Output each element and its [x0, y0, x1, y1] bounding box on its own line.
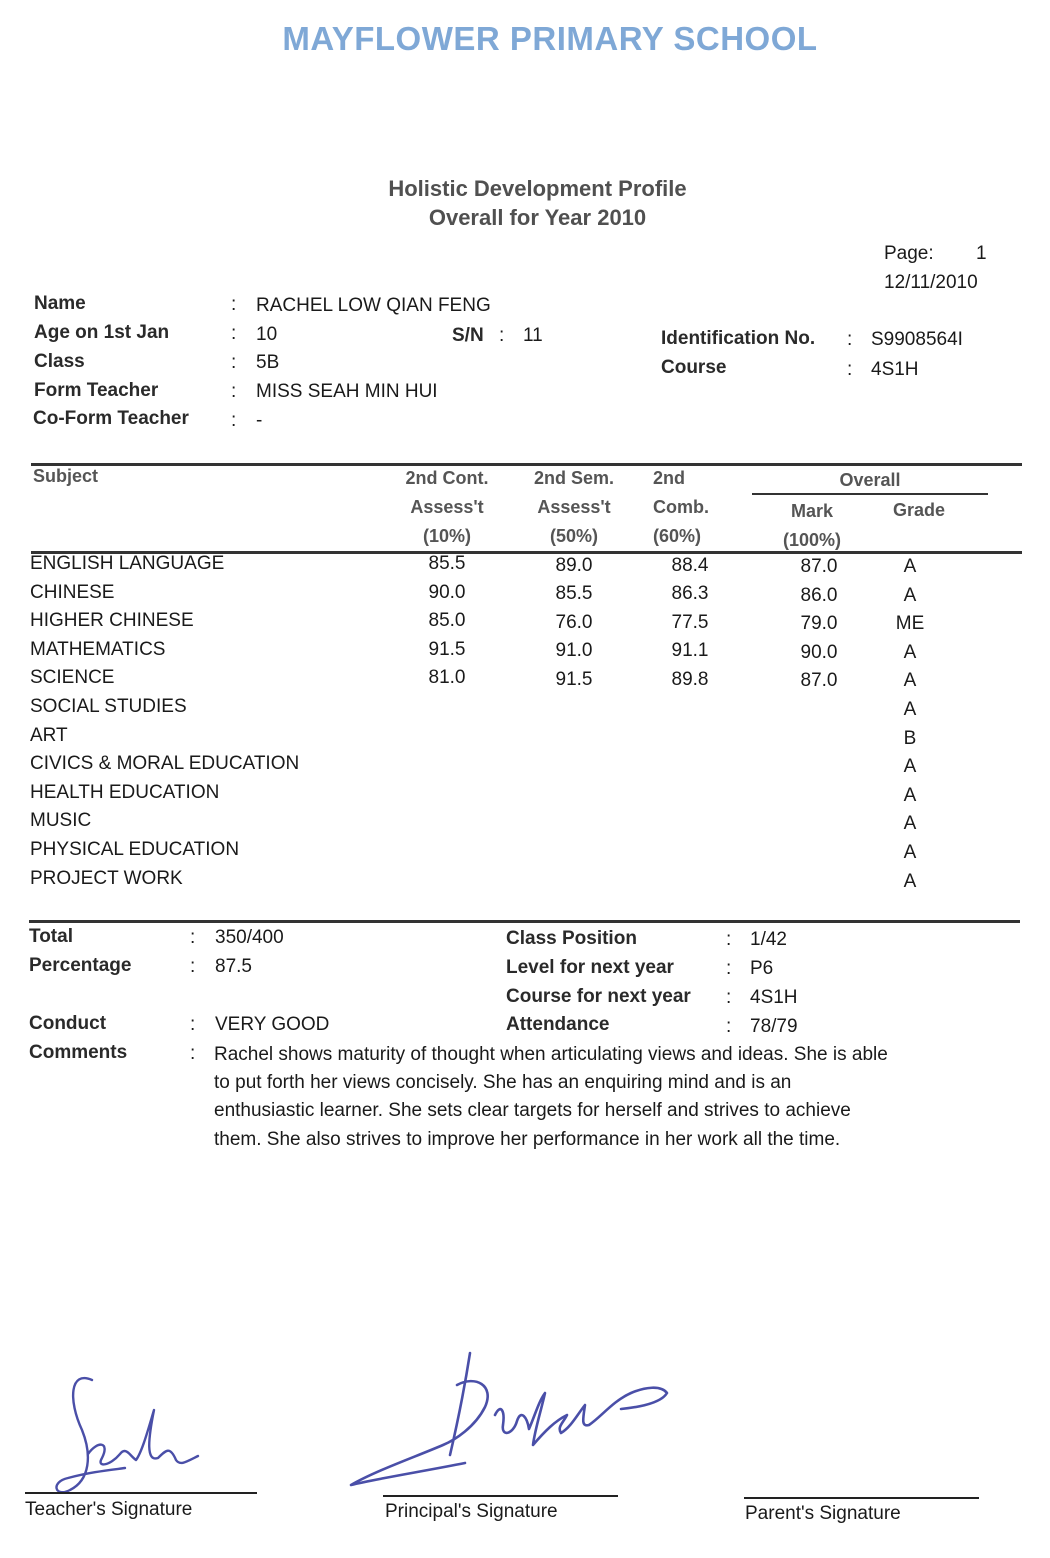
grade-cell: A	[903, 699, 917, 720]
age-label: Age on 1st Jan	[34, 322, 170, 343]
student-name: RACHEL LOW QIAN FENG	[256, 295, 491, 316]
subject-cell: PROJECT WORK	[30, 867, 183, 889]
header-line: 2nd	[653, 468, 686, 488]
comments-text: Rachel shows maturity of thought when articulating views and ideas. She is able to put forth her views concisely. She has an enquiring mind and is an enthusiastic learner. She sets clear targets for herself and strives to achieve them. She also strives to improve her performance in her work all the time.	[214, 1044, 888, 1150]
level-next-year-label: Level for next year	[506, 957, 674, 978]
table-bottom-rule	[29, 920, 1020, 923]
cont-assess-cell: 91.5	[428, 638, 466, 660]
mark-cell: 87.0	[800, 556, 838, 577]
course: 4S1H	[871, 359, 919, 380]
sem-assess-cell: 91.5	[555, 668, 593, 690]
mark-cell: 87.0	[800, 670, 838, 692]
grade-cell: A	[903, 584, 917, 606]
class-label: Class	[34, 351, 85, 372]
class-position-value: 1/42	[750, 929, 787, 950]
header-line: 2nd Cont.	[405, 468, 489, 488]
subject-cell: MATHEMATICS	[30, 638, 166, 660]
level-next-year-value: P6	[750, 958, 774, 979]
header-line: 2nd Sem.	[533, 468, 615, 488]
grade-cell: A	[903, 813, 917, 835]
report-subtitle: Overall for Year 2010	[428, 205, 647, 230]
comb-cell: 88.4	[671, 554, 709, 576]
sem-assess-cell: 89.0	[555, 554, 593, 576]
conduct-value: VERY GOOD	[215, 1014, 330, 1035]
colon: :	[847, 359, 853, 380]
mark-cell: 86.0	[800, 584, 838, 606]
mark-cell: 79.0	[800, 613, 838, 635]
grade-cell: ME	[895, 613, 925, 635]
overall-underline	[752, 493, 988, 495]
subject-cell: SCIENCE	[30, 667, 115, 689]
subject-cell: CIVICS & MORAL EDUCATION	[30, 753, 300, 775]
student-sn: 11	[523, 325, 543, 346]
colon: :	[847, 329, 853, 350]
colon: :	[190, 1043, 196, 1064]
percentage-label: Percentage	[29, 955, 132, 976]
cont-assess-cell: 85.0	[428, 610, 466, 632]
sn-label: S/N	[452, 325, 484, 346]
parent-signature-line	[744, 1497, 979, 1499]
student-class: 5B	[256, 352, 280, 373]
subject-cell: CHINESE	[30, 581, 115, 603]
header-subject: Subject	[33, 466, 99, 486]
colon: :	[726, 958, 732, 979]
colon: :	[726, 929, 732, 950]
colon: :	[231, 352, 237, 373]
grade-cell: A	[903, 842, 917, 863]
header-line: (50%)	[549, 526, 598, 546]
page-number: 1	[976, 243, 987, 264]
name-label: Name	[34, 293, 86, 314]
header-line: (100%)	[782, 530, 842, 550]
id-label: Identification No.	[661, 328, 816, 349]
co-form-teacher: -	[256, 410, 263, 431]
header-sem-assess	[524, 464, 624, 551]
school-name: MAYFLOWER PRIMARY SCHOOL	[282, 20, 818, 57]
header-line: (10%)	[422, 526, 471, 546]
colon: :	[190, 956, 196, 977]
percentage-value: 87.5	[215, 956, 252, 977]
cont-assess-cell: 81.0	[428, 667, 466, 689]
colon: :	[231, 381, 237, 402]
form-teacher-label: Form Teacher	[34, 380, 159, 401]
cont-assess-cell: 85.5	[428, 553, 466, 574]
course-label: Course	[661, 357, 727, 378]
comb-cell: 89.8	[671, 668, 709, 690]
co-form-teacher-label: Co-Form Teacher	[33, 408, 189, 429]
colon: :	[190, 927, 196, 948]
colon: :	[726, 987, 732, 1008]
class-position-label: Class Position	[506, 928, 637, 949]
colon: :	[231, 294, 237, 315]
total-label: Total	[29, 926, 73, 947]
subject-cell: ART	[30, 724, 68, 746]
header-line: Comb.	[653, 497, 709, 517]
parent-signature-label: Parent's Signature	[745, 1503, 901, 1524]
attendance-label: Attendance	[506, 1014, 610, 1035]
subject-cell: MUSIC	[30, 810, 92, 832]
sem-assess-cell: 76.0	[555, 611, 593, 633]
grade-cell: A	[903, 556, 917, 577]
header-line: Mark	[790, 501, 834, 521]
report-date: 12/11/2010	[884, 272, 978, 293]
page-label: Page:	[884, 243, 934, 264]
cont-assess-cell: 90.0	[428, 581, 466, 603]
course-next-year-label: Course for next year	[506, 986, 691, 1007]
subject-cell: HIGHER CHINESE	[30, 610, 194, 632]
grade-cell: A	[903, 756, 917, 778]
teacher-signature-icon	[30, 1370, 230, 1505]
header-mark	[772, 497, 852, 555]
grade-cell: A	[903, 784, 917, 806]
sem-assess-cell: 85.5	[555, 583, 593, 605]
colon: :	[231, 410, 237, 431]
course-next-year-value: 4S1H	[750, 987, 798, 1008]
header-overall: Overall	[839, 470, 901, 490]
header-line: (60%)	[653, 526, 702, 546]
comb-cell: 91.1	[671, 640, 709, 662]
header-grade: Grade	[893, 500, 946, 520]
colon: :	[726, 1016, 732, 1037]
header-cont-assess	[397, 464, 497, 551]
teacher-signature-label: Teacher's Signature	[25, 1499, 193, 1520]
conduct-label: Conduct	[29, 1013, 107, 1034]
sem-assess-cell: 91.0	[555, 640, 593, 662]
subject-cell: HEALTH EDUCATION	[30, 781, 220, 803]
subject-cell: PHYSICAL EDUCATION	[30, 839, 240, 860]
principal-signature-icon	[345, 1345, 675, 1500]
grade-cell: A	[903, 670, 917, 692]
colon: :	[231, 323, 237, 344]
subject-cell: SOCIAL STUDIES	[30, 696, 187, 717]
report-title: Holistic Development Profile	[388, 176, 687, 201]
id-number: S9908564I	[871, 329, 963, 350]
comb-cell: 77.5	[671, 611, 709, 633]
header-comb	[653, 464, 719, 551]
grade-cell: A	[903, 641, 917, 663]
comments-label: Comments	[29, 1042, 128, 1063]
colon: :	[190, 1014, 196, 1035]
form-teacher: MISS SEAH MIN HUI	[256, 381, 438, 402]
header-line: Assess't	[537, 497, 611, 517]
subject-cell: ENGLISH LANGUAGE	[30, 553, 225, 574]
grade-cell: A	[903, 870, 917, 892]
header-line: Assess't	[410, 497, 484, 517]
colon: :	[499, 325, 505, 346]
grade-cell: B	[903, 727, 917, 749]
mark-cell: 90.0	[800, 641, 838, 663]
comb-cell: 86.3	[671, 583, 709, 605]
principal-signature-label: Principal's Signature	[385, 1501, 558, 1522]
principal-signature-line	[383, 1495, 618, 1497]
attendance-value: 78/79	[750, 1016, 798, 1037]
teacher-signature-line	[25, 1492, 257, 1494]
student-age: 10	[256, 324, 278, 345]
total-value: 350/400	[215, 927, 284, 948]
